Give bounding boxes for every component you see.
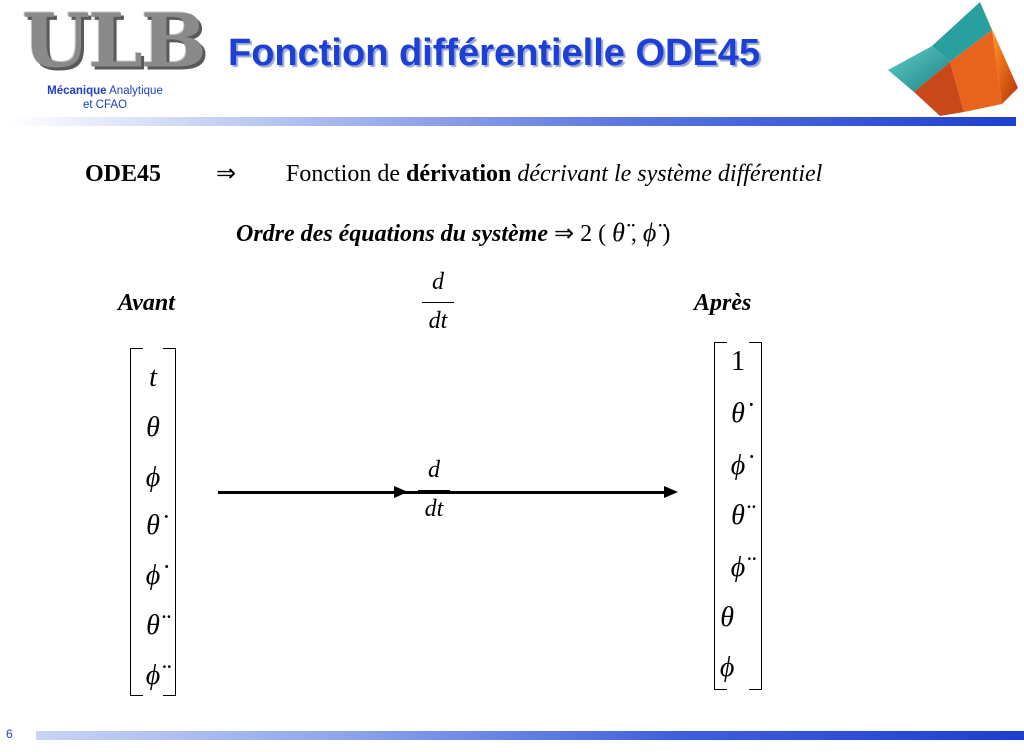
vector-entry: θ̇ [731, 398, 745, 429]
slide-title: Fonction différentielle ODE45 [228, 32, 761, 74]
ode45-label: ODE45 [85, 161, 162, 187]
close-paren: ) [656, 221, 671, 247]
matlab-membrane-logo [884, 0, 1024, 118]
logo-subtitle [20, 84, 190, 112]
vector-entry: ϕ̇ [145, 560, 161, 591]
vector-entry: ϕ̈ [145, 660, 161, 691]
vector-entry: ϕ [145, 462, 161, 493]
logo-subtitle-line2: et CFAO [82, 99, 128, 111]
description-plain: Fonction de [286, 161, 406, 187]
vector-entry: t [149, 362, 157, 393]
arrow-to-result-head [664, 486, 678, 498]
vector-entry: ϕ⃛ [719, 652, 757, 683]
label-after: Après [694, 290, 752, 316]
vector-entry: θ [146, 412, 160, 443]
logo-subtitle-bold: Mécanique [47, 85, 107, 97]
description-bold: dérivation [406, 161, 512, 187]
vector-entry: θ̈ [146, 610, 160, 641]
footer-bar [36, 731, 1024, 740]
derivative-denominator: dt [424, 496, 444, 522]
open-paren: ( [592, 221, 613, 247]
derivative-numerator: d [432, 269, 444, 295]
page-number: 6 [6, 727, 13, 741]
vector-entry: 1 [731, 346, 745, 377]
order-value: 2 [580, 221, 593, 247]
implies-arrow-2: ⇒ [554, 221, 575, 247]
ode45-description [286, 158, 822, 190]
description-italic: décrivant le système différentiel [511, 161, 823, 187]
separator: , [624, 221, 643, 247]
implies-arrow: ⇒ [216, 161, 237, 187]
state-vector-before [130, 348, 176, 696]
derivative-operator-top [418, 268, 458, 335]
fraction-bar [422, 302, 454, 303]
arrow-to-operator-head [394, 486, 408, 498]
derivative-operator-middle [414, 456, 454, 523]
vector-entry: θ⃛ [720, 602, 756, 633]
logo-subtitle-light: Analytique [106, 85, 163, 97]
system-order-line [236, 216, 670, 251]
vector-entry: ϕ̇ [730, 450, 746, 481]
state-vector-after [714, 342, 762, 690]
phi-ddot: ϕ̈ [642, 218, 657, 247]
derivative-denominator: dt [428, 308, 448, 334]
theta-ddot: θ̈ [612, 218, 625, 247]
header-divider-bar [8, 117, 1016, 126]
arrow-to-result-line [478, 491, 664, 494]
vector-entry: θ̇ [146, 510, 160, 541]
vector-entry: ϕ̈ [730, 552, 746, 583]
ulb-logo: ULB [22, 0, 205, 85]
derivative-numerator: d [428, 457, 440, 483]
system-order-text: Ordre des équations du système [236, 221, 548, 247]
vector-entry: θ̈ [731, 500, 745, 531]
label-before: Avant [118, 290, 175, 316]
